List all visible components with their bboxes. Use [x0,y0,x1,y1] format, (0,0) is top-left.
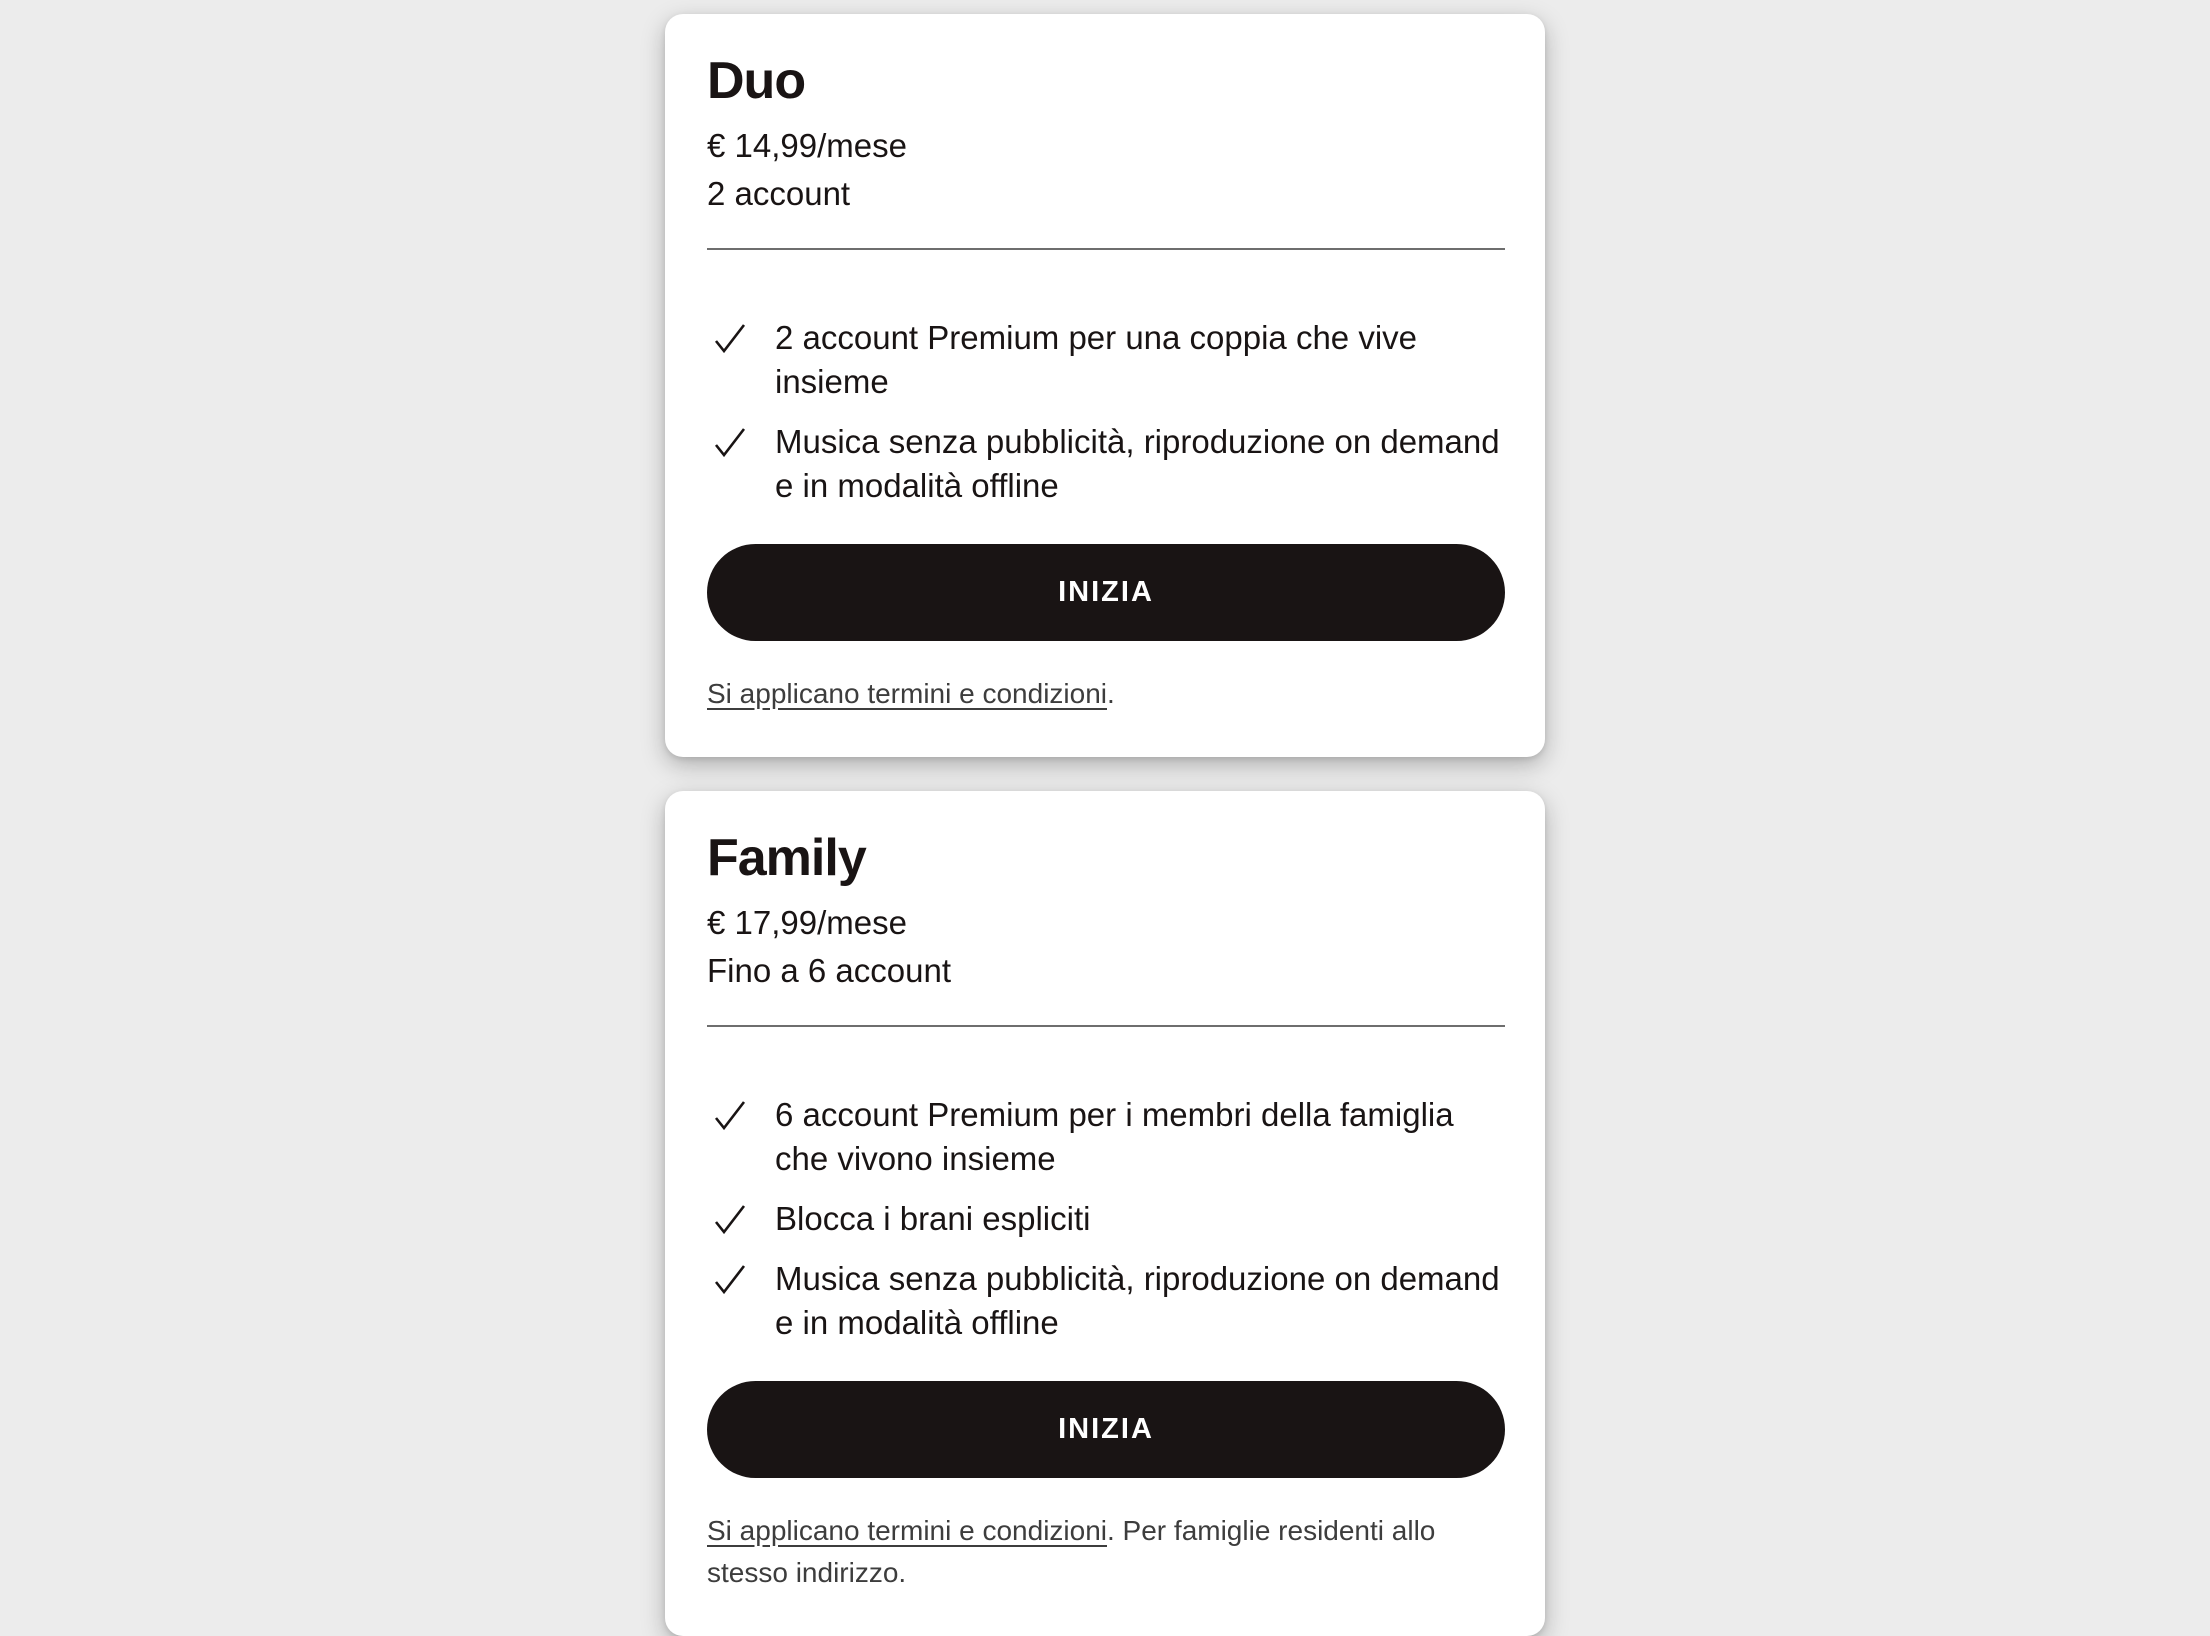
check-icon [707,1093,775,1133]
terms-link[interactable]: Si applicano termini e condizioni [707,677,1107,709]
terms-link[interactable]: Si applicano termini e condizioni [707,1514,1107,1546]
feature-text: 2 account Premium per una coppia che vive insieme [775,318,1418,400]
terms-suffix: . Per famiglie residenti allo stesso indirizzo. [707,1514,1436,1588]
feature-text: Musica senza pubblicità, riproduzione on demand e in modalità offline [775,422,1500,504]
pricing-card-family [665,791,1545,1636]
plan-title: Family [707,828,866,887]
terms-suffix: . [1107,677,1115,709]
plan-price: € 14,99/mese [707,126,907,164]
plan-title: Duo [707,52,806,110]
feature-item [707,420,1505,508]
feature-list [707,1093,1505,1345]
check-icon [707,1257,775,1297]
plan-accounts: Fino a 6 account [707,951,951,989]
check-icon [707,420,775,460]
check-icon [707,1197,775,1237]
feature-item [707,1257,1505,1345]
terms [707,673,1505,715]
feature-text: 6 account Premium per i membri della famiglia che vivono insieme [775,1095,1454,1177]
inizia-button[interactable]: INIZIA [707,1381,1505,1478]
terms [707,1510,1505,1594]
check-icon [707,316,775,356]
pricing-card-stack [665,14,1545,1636]
divider [707,1025,1505,1027]
plan-accounts: 2 account [707,174,851,212]
feature-item [707,1093,1505,1181]
feature-text: Musica senza pubblicità, riproduzione on demand e in modalità offline [775,1259,1500,1341]
feature-list [707,316,1505,508]
divider [707,248,1505,250]
pricing-card-duo [665,14,1545,757]
feature-item [707,1197,1505,1241]
plan-price: € 17,99/mese [707,903,907,941]
inizia-button[interactable]: INIZIA [707,544,1505,641]
feature-item [707,316,1505,404]
feature-text: Blocca i brani espliciti [775,1199,1091,1237]
